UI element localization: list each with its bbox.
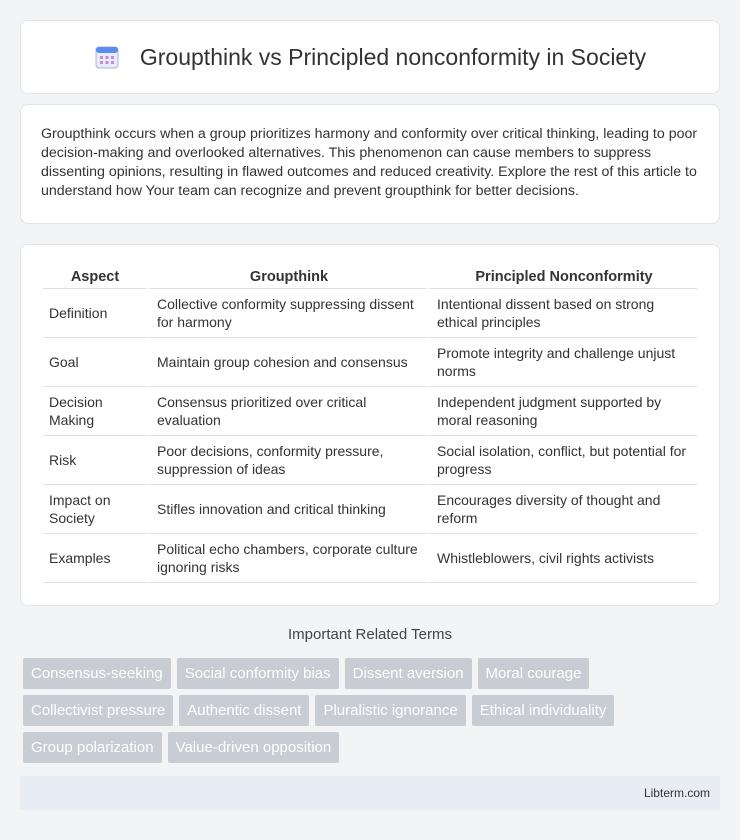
table-row <box>43 534 697 583</box>
term-tag[interactable]: Authentic dissent <box>179 695 309 726</box>
cell-nonconformity: Promote integrity and challenge unjust norms <box>427 338 697 387</box>
intro-card <box>20 104 720 224</box>
header-groupthink: Groupthink <box>147 265 427 289</box>
cell-groupthink: Poor decisions, conformity pressure, suppression of ideas <box>147 436 427 485</box>
cell-groupthink: Stifles innovation and critical thinking <box>147 485 427 534</box>
cell-groupthink: Political echo chambers, corporate culture ignoring risks <box>147 534 427 583</box>
cell-groupthink: Consensus prioritized over critical evaluation <box>147 387 427 436</box>
term-tag[interactable]: Value-driven opposition <box>168 732 340 763</box>
cell-nonconformity: Whistleblowers, civil rights activists <box>427 534 697 583</box>
header-card <box>20 20 720 94</box>
cell-aspect: Decision Making <box>43 387 147 436</box>
term-tag[interactable]: Pluralistic ignorance <box>315 695 465 726</box>
header-principled-nonconformity: Principled Nonconformity <box>427 265 697 289</box>
cell-nonconformity: Intentional dissent based on strong ethical principles <box>427 289 697 338</box>
cell-groupthink: Maintain group cohesion and consensus <box>147 338 427 387</box>
term-tag[interactable]: Group polarization <box>23 732 162 763</box>
cell-aspect: Examples <box>43 534 147 583</box>
intro-text: Groupthink occurs when a group prioritizes harmony and conformity over critical thinking, leading to poor decision-making and overlooked alternatives. This phenomenon can cause members to suppress dissenting opinions, resulting in flawed outcomes and reduced creativity. Explore the rest of this article to understand how Your team can recognize and prevent groupthink for better decisions. <box>41 126 698 199</box>
term-tag[interactable]: Consensus-seeking <box>23 658 171 689</box>
cell-aspect: Risk <box>43 436 147 485</box>
cell-nonconformity: Social isolation, conflict, but potential for progress <box>427 436 697 485</box>
term-tag[interactable]: Collectivist pressure <box>23 695 173 726</box>
cell-nonconformity: Encourages diversity of thought and reform <box>427 485 697 534</box>
related-terms-title: Important Related Terms <box>288 626 452 643</box>
table-row <box>43 289 697 338</box>
header-aspect: Aspect <box>43 265 147 289</box>
footer-site-link[interactable]: Libterm.com <box>643 786 710 800</box>
related-terms-list <box>23 658 723 769</box>
table-header-row <box>43 265 697 289</box>
term-tag[interactable]: Dissent aversion <box>345 658 472 689</box>
cell-aspect: Definition <box>43 289 147 338</box>
comparison-table <box>43 265 697 583</box>
table-row <box>43 338 697 387</box>
page-title: Groupthink vs Principled nonconformity in Society <box>139 43 647 70</box>
footer <box>20 776 720 810</box>
calendar-icon <box>94 44 120 70</box>
table-row <box>43 387 697 436</box>
term-tag[interactable]: Social conformity bias <box>177 658 339 689</box>
table-row <box>43 436 697 485</box>
cell-aspect: Goal <box>43 338 147 387</box>
comparison-table-card <box>20 244 720 606</box>
table-row <box>43 485 697 534</box>
cell-groupthink: Collective conformity suppressing dissent for harmony <box>147 289 427 338</box>
term-tag[interactable]: Moral courage <box>478 658 590 689</box>
cell-nonconformity: Independent judgment supported by moral reasoning <box>427 387 697 436</box>
term-tag[interactable]: Ethical individuality <box>472 695 615 726</box>
cell-aspect: Impact on Society <box>43 485 147 534</box>
